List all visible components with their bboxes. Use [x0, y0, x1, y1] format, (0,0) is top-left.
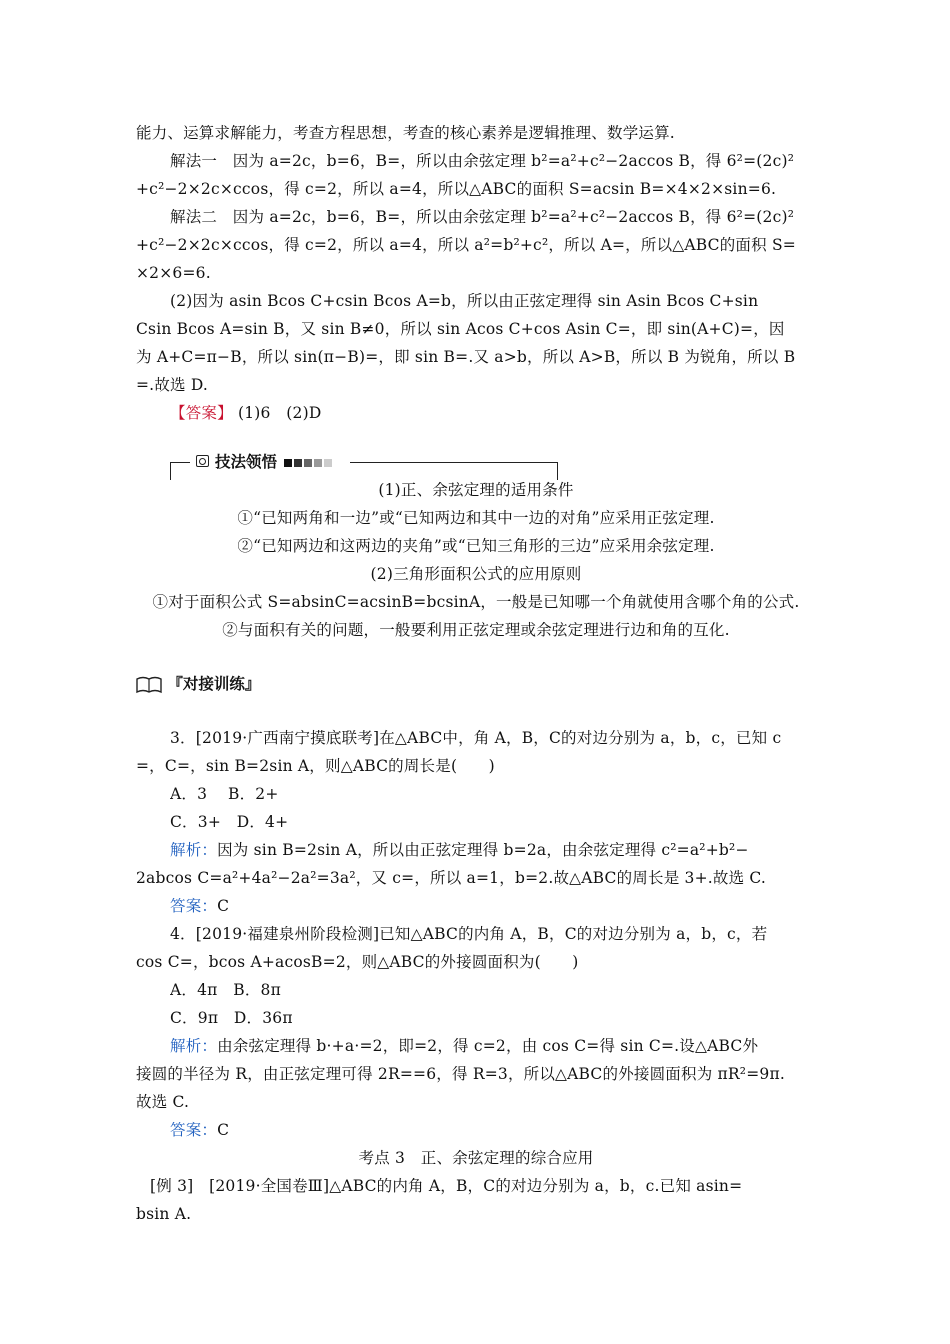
text-line: 解法一 因为 a=2c，b=6，B=，所以由余弦定理 b²=a²+c²−2accos B，得 6²=(2c)²: [170, 152, 795, 170]
text-line: +c²−2×2c×ccos，得 c=2，所以 a=4，所以△ABC的面积 S=acsin B=×4×2×sin=6.: [136, 180, 777, 198]
option-line: C．3+ D．4+: [170, 813, 289, 831]
training-heading: [136, 674, 260, 694]
tip-line: ②“已知两边和这两边的夹角”或“已知三角形的三边”应采用余弦定理.: [237, 537, 715, 555]
answer-line: [170, 896, 816, 916]
tip-box-title: [215, 452, 332, 472]
text-line: Csin Bcos A=sin B，又 sin B≠0，所以 sin Acos C+cos Asin C=，即 sin(A+C)=，因: [136, 320, 785, 338]
example-line: bsin A.: [136, 1205, 192, 1223]
example-line: [例 3] [2019·全国卷Ⅲ]△ABC的内角 A，B，C的对边分别为 a，b，c.已知 asin=: [150, 1177, 743, 1195]
answer-label: 【答案】: [170, 404, 233, 422]
square-icon: [294, 459, 302, 467]
text-line: 解法二 因为 a=2c，b=6，B=，所以由余弦定理 b²=a²+c²−2accos B，得 6²=(2c)²: [170, 208, 795, 226]
solution-line: [170, 840, 816, 860]
solution-text: 由余弦定理得 b·+a·=2，即=2，得 c=2，由 cos C=得 sin C=.设△ABC外: [217, 1037, 759, 1055]
question-line: =，C=，sin B=2sin A，则△ABC的周长是( ): [136, 757, 495, 775]
text-line: 能力、运算求解能力，考查方程思想，考查的核心素养是逻辑推理、数学运算.: [136, 124, 675, 142]
training-heading-text: 『对接训练』: [167, 675, 261, 693]
tip-box-rule-left: [170, 462, 171, 480]
tip-line: ①对于面积公式 S=absinC=acsinB=bcsinA，一般是已知哪一个角就使用含哪个角的公式.: [152, 593, 800, 611]
question-line: 4．[2019·福建泉州阶段检测]已知△ABC的内角 A，B，C的对边分别为 a，b，c，若: [170, 925, 768, 943]
text-line: ×2×6=6.: [136, 264, 211, 282]
square-icon: [314, 459, 322, 467]
solution-line: [170, 1036, 816, 1056]
tip-line: (1)正、余弦定理的适用条件: [378, 481, 574, 499]
camera-icon: [196, 455, 209, 467]
tip-line: (2)三角形面积公式的应用原则: [370, 565, 582, 583]
answer-line: [170, 1120, 816, 1140]
text-line: 为 A+C=π−B，所以 sin(π−B)=，即 sin B=.又 a>b，所以 A>B，所以 B 为锐角，所以 B: [136, 348, 796, 366]
book-icon: [136, 676, 162, 694]
question-line: cos C=，bcos A+acosB=2，则△ABC的外接圆面积为( ): [136, 953, 579, 971]
solution-line: 故选 C.: [136, 1093, 190, 1111]
text-line: (2)因为 asin Bcos C+csin Bcos A=b，所以由正弦定理得 sin Asin Bcos C+sin: [170, 292, 759, 310]
answer-text: C: [217, 897, 230, 915]
option-line: C．9π D．36π: [170, 1009, 293, 1027]
solution-label: 解析：: [170, 841, 218, 859]
text-line: =.故选 D.: [136, 376, 209, 394]
question-line: 3．[2019·广西南宁摸底联考]在△ABC中，角 A，B，C的对边分别为 a，b，c，已知 c: [170, 729, 782, 747]
solution-text: 因为 sin B=2sin A，所以由正弦定理得 b=2a，由余弦定理得 c²=a²+b²−: [217, 841, 749, 859]
answer-text: (1)6 (2)D: [237, 404, 322, 422]
square-icon: [284, 459, 292, 467]
solution-line: 2abcos C=a²+4a²−2a²=3a²，又 c=，所以 a=1，b=2.故△ABC的周长是 3+.故选 C.: [136, 869, 767, 887]
tip-box-rule-right: [557, 462, 558, 480]
tip-line: ①“已知两角和一边”或“已知两边和其中一边的对角”应采用正弦定理.: [237, 509, 715, 527]
solution-line: 接圆的半径为 R，由正弦定理可得 2R==6，得 R=3，所以△ABC的外接圆面积为 πR²=9π.: [136, 1065, 785, 1083]
answer-text: C: [217, 1121, 230, 1139]
option-line: A．3 B．2+: [170, 785, 279, 803]
answer-line: [170, 403, 816, 423]
square-icon: [304, 459, 312, 467]
answer-label: 答案：: [170, 897, 218, 915]
tip-line: ②与面积有关的问题，一般要利用正弦定理或余弦定理进行边和角的互化.: [222, 621, 730, 639]
text-line: +c²−2×2c×ccos，得 c=2，所以 a=4，所以 a²=b²+c²，所以 A=，所以△ABC的面积 S=: [136, 236, 796, 254]
kaodian-title: 考点 3 正、余弦定理的综合应用: [358, 1149, 594, 1167]
tip-box-title-text: 技法领悟: [215, 453, 278, 471]
solution-label: 解析：: [170, 1037, 218, 1055]
option-line: A．4π B．8π: [170, 981, 281, 999]
square-icon: [324, 459, 332, 467]
answer-label: 答案：: [170, 1121, 218, 1139]
